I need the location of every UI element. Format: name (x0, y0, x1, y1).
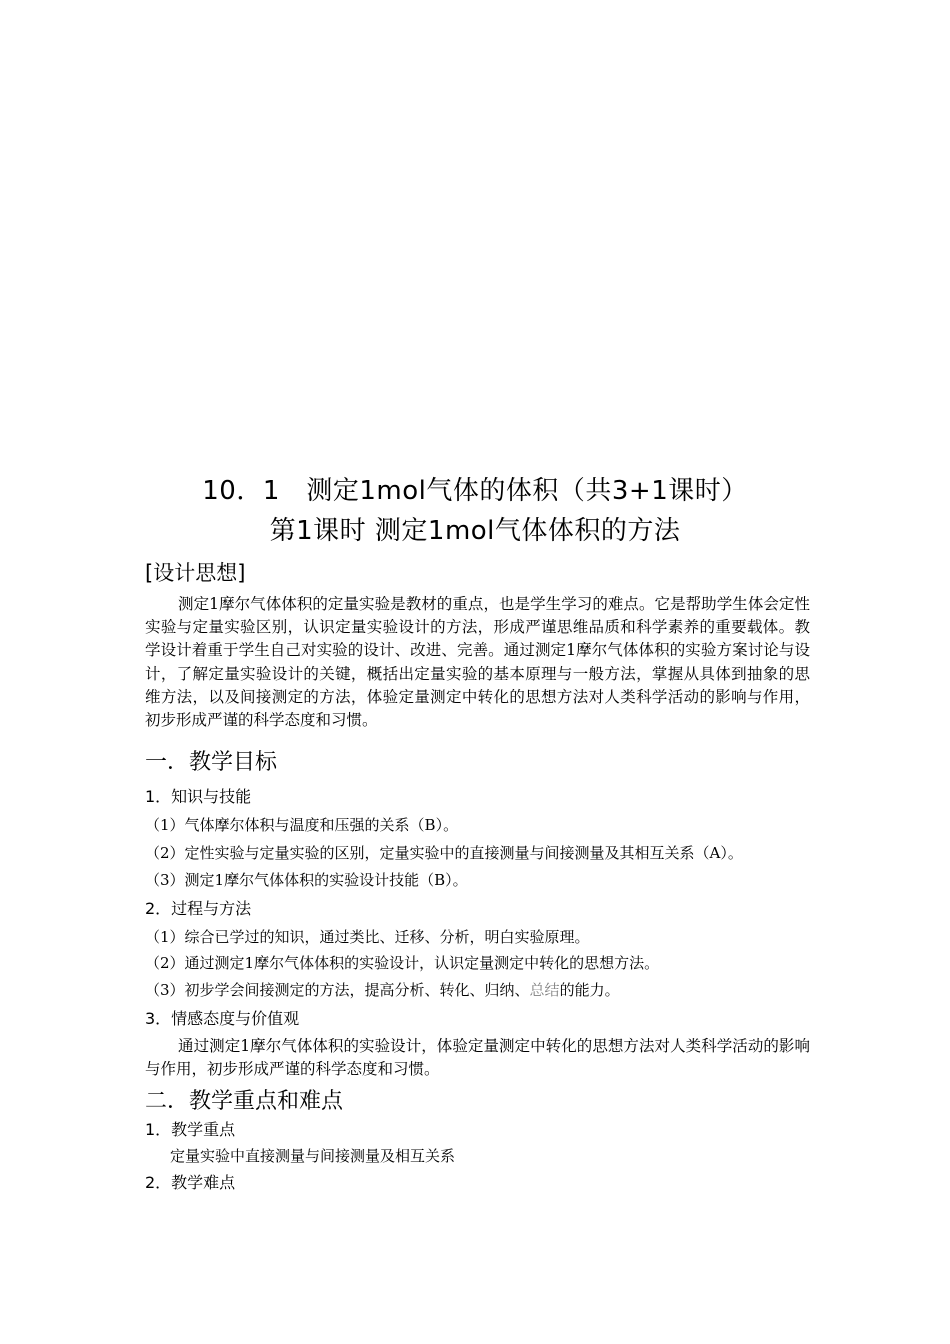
section2-heading: 二．教学重点和难点 (145, 1089, 344, 1114)
list-item: （2）通过测定1摩尔气体体积的实验设计，认识定量测定中转化的思想方法。 (145, 954, 660, 972)
list-item: （2）定性实验与定量实验的区别，定量实验中的直接测量与间接测量及其相互关系（A）。 (145, 844, 743, 862)
list-item: （3）测定1摩尔气体体积的实验设计技能（B）。 (145, 871, 468, 889)
values-paragraph (145, 1035, 810, 1081)
design-heading: [设计思想] (145, 561, 246, 585)
section1-sub1-heading: 1．知识与技能 (145, 787, 252, 806)
design-paragraph (145, 593, 810, 732)
section1-sub2-heading: 2．过程与方法 (145, 899, 252, 918)
list-item-text: （3）初步学会间接测定的方法，提高分析、转化、归纳、 (145, 981, 530, 999)
page-subtitle: 第1课时 测定1mol气体体积的方法 (269, 516, 681, 546)
list-item: （1）综合已学过的知识，通过类比、迁移、分析，明白实验原理。 (145, 928, 590, 946)
list-item-gray-text: 总结 (529, 981, 560, 999)
section2-sub1-heading: 1．教学重点 (145, 1120, 236, 1139)
list-item (145, 979, 620, 1001)
section1-sub3-heading: 3．情感态度与价值观 (145, 1009, 300, 1028)
page-title: 10．1 测定1mol气体的体积（共3+1课时） (202, 476, 748, 506)
key-point-text: 定量实验中直接测量与间接测量及相互关系 (170, 1147, 456, 1165)
section2-sub2-heading: 2．教学难点 (145, 1173, 236, 1192)
section1-heading: 一．教学目标 (145, 750, 278, 775)
list-item: （1）气体摩尔体积与温度和压强的关系（B）。 (145, 816, 459, 834)
values-paragraph-text: 通过测定1摩尔气体体积的实验设计，体验定量测定中转化的思想方法对人类科学活动的影响与作用，初步形成严谨的科学态度和习惯。 (145, 1037, 810, 1079)
list-item-text: 的能力。 (559, 981, 620, 999)
design-paragraph-text: 测定1摩尔气体体积的定量实验是教材的重点，也是学生学习的难点。它是帮助学生体会定性实验与定量实验区别，认识定量实验设计的方法，形成严谨思维品质和科学素养的重要载体。教学设计着重于学生自己对实验的设计、改进、完善。通过测定1摩尔气体体积的实验方案讨论与设计，了解定量实验设计的关键，概括出定量实验的基本原理与一般方法，掌握从具体到抽象的思维方法，以及间接测定的方法，体验定量测定中转化的思想方法对人类科学活动的影响与作用，初步形成严谨的科学态度和习惯。 (145, 595, 810, 730)
